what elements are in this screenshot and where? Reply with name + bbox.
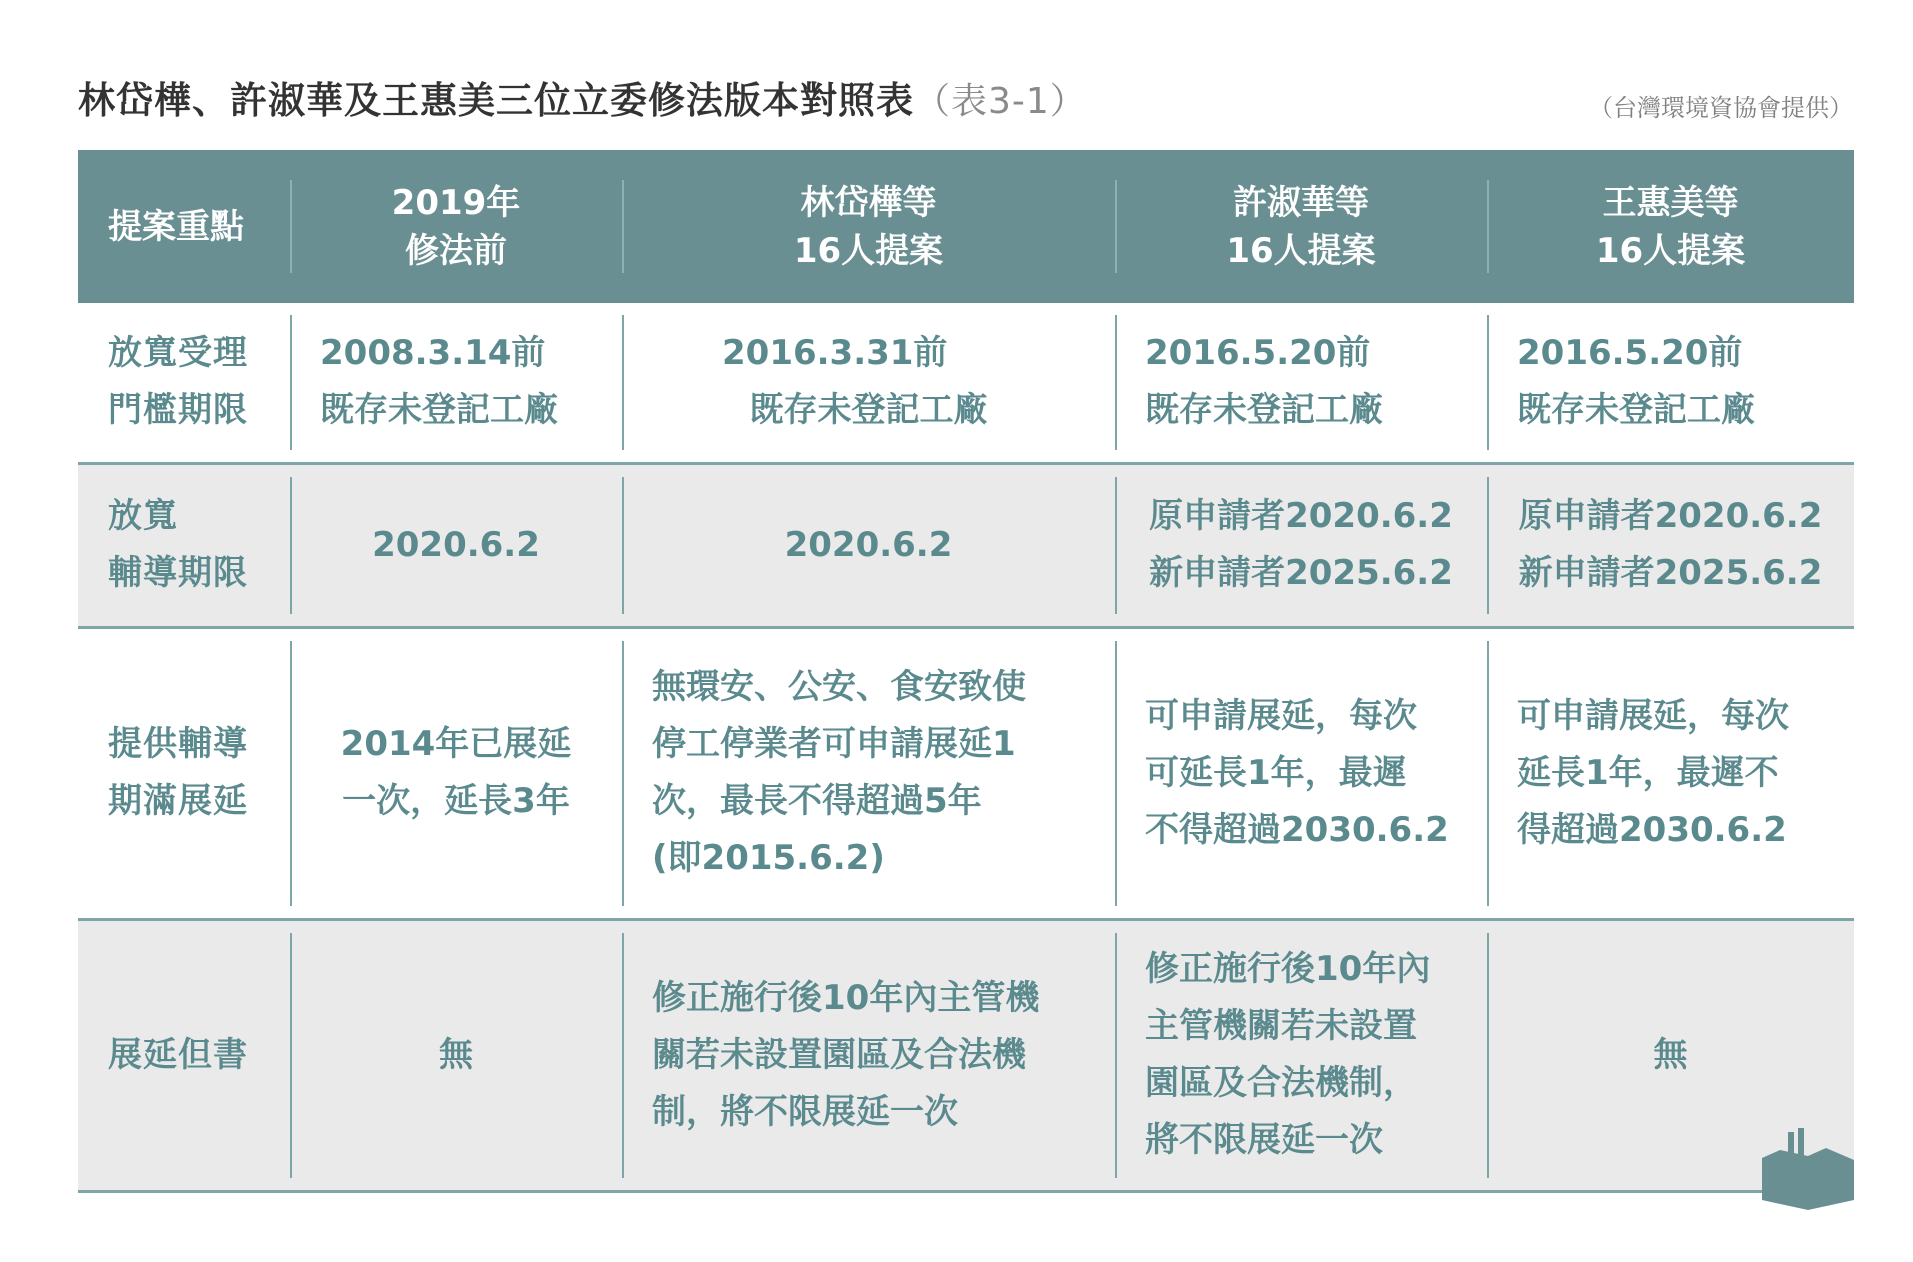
cell-line: 修正施行後10年內主管機 [652, 977, 1040, 1018]
cell-line: 新申請者2025.6.2 [1518, 553, 1823, 593]
cell-wang [1487, 463, 1854, 627]
cell-line: 新申請者2025.6.2 [1149, 553, 1453, 593]
cell-lin [622, 627, 1115, 919]
cell-line: 延長1年，最遲不 [1517, 752, 1779, 793]
header-before-2019 [290, 150, 622, 303]
cell-line: 無 [439, 1034, 473, 1075]
title-main: 林岱樺、許淑華及王惠美三位立委修法版本對照表 [78, 79, 914, 122]
header-wang-proposal [1487, 150, 1854, 303]
factory-icon [1762, 1128, 1854, 1210]
cell-line: 無 [1653, 1034, 1688, 1075]
cell-line: 次，最長不得超過5年 [652, 781, 982, 821]
table-row [78, 463, 1854, 627]
comparison-table [78, 150, 1854, 1193]
row-label [78, 463, 290, 627]
cell-line: 不得超過2030.6.2 [1145, 809, 1449, 850]
cell-line: (即2015.6.2) [652, 838, 885, 878]
cell-line: 原申請者2020.6.2 [1149, 496, 1453, 536]
cell-hsu [1115, 919, 1487, 1191]
cell-line: 一次，延長3年 [342, 781, 570, 821]
row-label [78, 627, 290, 919]
cell-line: 提供輔導 [108, 724, 248, 764]
header-hsu-proposal [1115, 150, 1487, 303]
cell-line: 既存未登記工廠 [320, 390, 558, 431]
header-line: 許淑華等 [1233, 182, 1369, 223]
cell-before-2019 [290, 627, 622, 919]
cell-before-2019 [290, 303, 622, 463]
cell-line: 將不限展延一次 [1145, 1120, 1383, 1160]
title-suffix: （表3-1） [914, 81, 1087, 122]
header-line: 16人提案 [793, 230, 944, 271]
cell-line: 2014年已展延 [340, 724, 572, 764]
cell-line: 2020.6.2 [784, 524, 953, 565]
cell-before-2019 [290, 463, 622, 627]
header-line: 16人提案 [1595, 230, 1746, 271]
table-row [78, 627, 1854, 919]
cell-lin [622, 303, 1115, 463]
cell-line: 得超過2030.6.2 [1517, 809, 1787, 850]
cell-line: 放寬 [108, 496, 178, 536]
cell-hsu [1115, 627, 1487, 919]
header-line: 王惠美等 [1602, 182, 1739, 223]
cell-line: 既存未登記工廠 [1517, 390, 1755, 431]
cell-wang [1487, 627, 1854, 919]
cell-line: 既存未登記工廠 [749, 390, 988, 431]
cell-before-2019 [290, 919, 622, 1191]
cell-line: 可延長1年，最遲 [1145, 752, 1407, 793]
header-lin-proposal [622, 150, 1115, 303]
table-row [78, 303, 1854, 463]
cell-line: 主管機關若未設置 [1145, 1006, 1417, 1046]
row-label [78, 919, 290, 1191]
cell-line: 門檻期限 [108, 390, 248, 431]
cell-line: 可申請展延，每次 [1517, 695, 1789, 736]
header-line: 16人提案 [1226, 230, 1376, 271]
cell-line: 2016.3.31前 [722, 333, 948, 374]
header-row [78, 150, 1854, 303]
header-line: 2019年 [391, 182, 521, 223]
row-label [78, 303, 290, 463]
header-line: 修法前 [405, 230, 507, 271]
cell-line: 2008.3.14前 [320, 333, 546, 374]
cell-line: 2020.6.2 [372, 524, 540, 565]
cell-line: 停工停業者可申請展延1 [652, 724, 1016, 764]
cell-line: 期滿展延 [108, 781, 248, 821]
source-credit: （台灣環境資協會提供） [1589, 94, 1853, 122]
cell-line: 放寬受理 [108, 333, 248, 374]
cell-line: 可申請展延，每次 [1145, 695, 1417, 736]
cell-line: 原申請者2020.6.2 [1518, 496, 1823, 536]
factory-building [1762, 1148, 1854, 1210]
cell-line: 2016.5.20前 [1145, 333, 1371, 374]
cell-line: 既存未登記工廠 [1145, 390, 1383, 431]
cell-line: 2016.5.20前 [1517, 333, 1743, 374]
factory-chimney [1798, 1128, 1804, 1158]
cell-wang [1487, 303, 1854, 463]
header-proposal-focus: 提案重點 [108, 206, 244, 247]
table-row [78, 919, 1854, 1191]
cell-hsu [1115, 463, 1487, 627]
cell-line: 關若未設置園區及合法機 [652, 1034, 1026, 1075]
cell-lin [622, 463, 1115, 627]
cell-line: 展延但書 [108, 1034, 248, 1075]
header-line: 林岱樺等 [800, 182, 937, 223]
page-title [78, 70, 1087, 124]
cell-line: 制，將不限展延一次 [652, 1091, 958, 1132]
cell-line: 無環安、公安、食安致使 [652, 667, 1026, 707]
cell-line: 修正施行後10年內 [1145, 949, 1431, 989]
cell-lin [622, 919, 1115, 1191]
cell-line: 輔導期限 [108, 553, 248, 593]
cell-line: 園區及合法機制， [1145, 1063, 1417, 1103]
cell-hsu [1115, 303, 1487, 463]
